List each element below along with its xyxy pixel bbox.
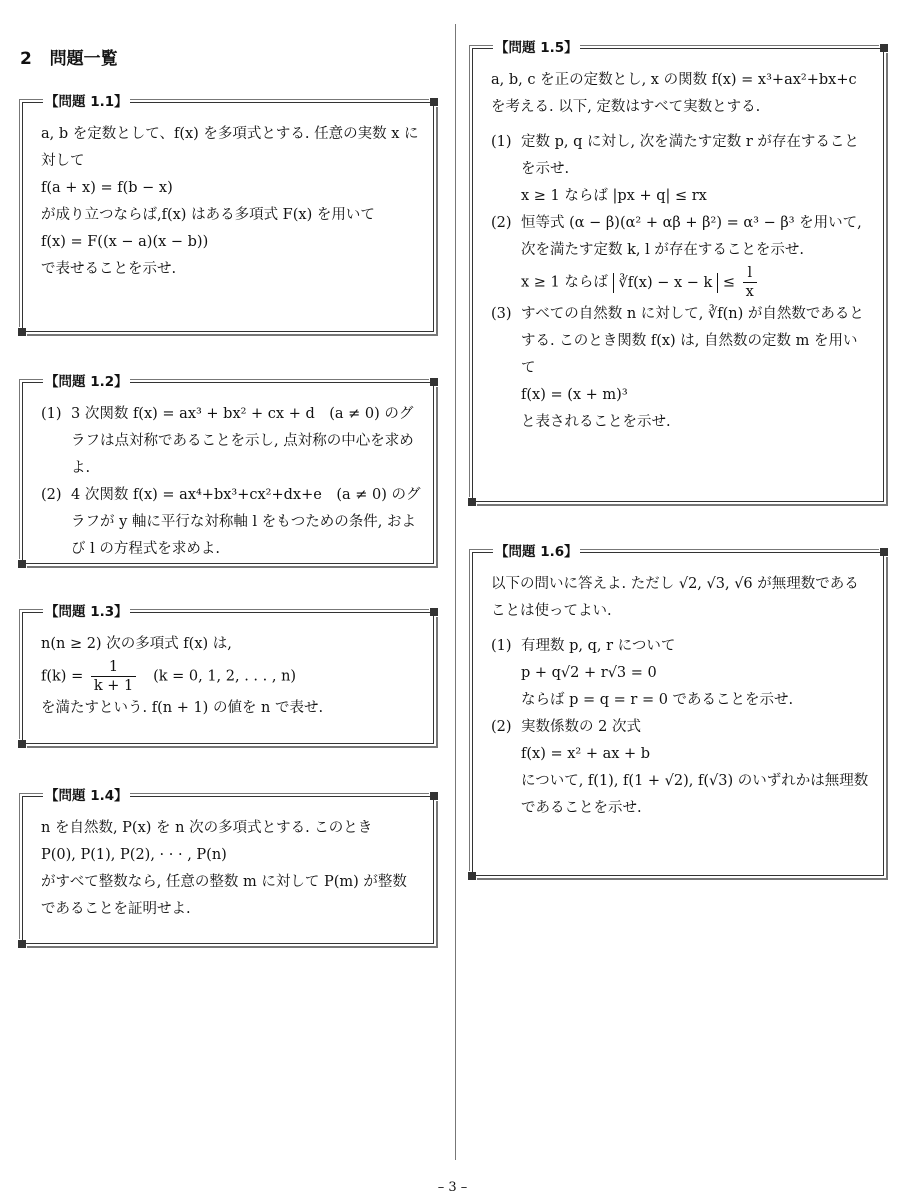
problem-1-6-box (472, 544, 884, 876)
item-number: (3) (491, 306, 512, 322)
item-text: 3 次関数 f(x) = ax³ + bx² + cx + d (a ≠ 0) のグラフは点対称であることを示し, 点対称の中心を求めよ. (71, 406, 414, 476)
fraction-numerator: l (747, 265, 753, 281)
item-text: ならば p = q = r = 0 であることを示せ. (521, 692, 794, 708)
item-number: (2) (491, 719, 512, 735)
equation: p + q√2 + r√3 = 0 (521, 665, 657, 681)
corner-mark-icon (880, 44, 888, 52)
corner-mark-icon (430, 792, 438, 800)
equation: P(0), P(1), P(2), · · · , P(n) (41, 847, 227, 863)
sub-question (491, 633, 871, 714)
equation: f(x) = F((x − a)(x − b)) (41, 234, 209, 250)
problem-text: n(n ≥ 2) 次の多項式 f(x) は, (41, 636, 232, 652)
sub-question (491, 301, 871, 436)
problem-text: a, b, c を正の定数とし, x の関数 f(x) = x³+ax²+bx+c を考える. 以下, 定数はすべて実数とする. (491, 72, 857, 115)
problem-title: 【問題 1.6】 (495, 544, 578, 560)
equation (41, 658, 421, 695)
problem-1-4-box (22, 788, 434, 944)
problem-text: で表せることを示せ. (41, 261, 177, 277)
fraction (743, 264, 757, 301)
problem-title: 【問題 1.1】 (45, 94, 128, 110)
fraction-numerator: 1 (108, 659, 119, 675)
item-text: 4 次関数 f(x) = ax⁴+bx³+cx²+dx+e (a ≠ 0) のグラフが y 軸に平行な対称軸 l をもつための条件, および l の方程式を求めよ. (71, 487, 421, 557)
item-number: (1) (491, 134, 512, 150)
problem-title: 【問題 1.3】 (45, 604, 128, 620)
equation: x ≥ 1 ならば |px + q| ≤ rx (521, 188, 707, 204)
section-title (20, 44, 118, 69)
section-number: 2 (20, 49, 32, 69)
problem-1-5-box (472, 40, 884, 502)
corner-mark-icon (468, 872, 476, 880)
item-text: と表されることを示せ. (521, 414, 671, 430)
sub-question (491, 714, 871, 822)
item-text: 定数 p, q に対し, 次を満たす定数 r が存在することを示せ. (521, 134, 859, 177)
problem-text: が成り立つならば,f(x) はある多項式 F(x) を用いて (41, 207, 375, 223)
item-text: について, f(1), f(1 + √2), f(√3) のいずれかは無理数であることを示せ. (521, 773, 869, 816)
fraction-denominator: x (743, 282, 757, 301)
corner-mark-icon (18, 560, 26, 568)
fraction-denominator: k + 1 (91, 676, 136, 695)
page-number: – 3 – (437, 1180, 468, 1195)
equation: f(x) = (x + m)³ (521, 387, 628, 403)
item-number: (2) (491, 215, 512, 231)
equation: f(x) = x² + ax + b (521, 746, 651, 762)
column-divider (455, 24, 456, 1160)
corner-mark-icon (880, 548, 888, 556)
corner-mark-icon (18, 940, 26, 948)
item-number: (1) (41, 406, 62, 422)
equation-condition: (k = 0, 1, 2, . . . , n) (153, 668, 297, 685)
problem-1-1-box (22, 94, 434, 332)
problem-title: 【問題 1.4】 (45, 788, 128, 804)
absolute-value: ∛f(x) − x − k (613, 273, 719, 293)
equation-lhs: f(k) = (41, 668, 84, 685)
problem-text: を満たすという. f(n + 1) の値を n で表せ. (41, 700, 324, 716)
problem-1-3-box (22, 604, 434, 744)
problem-text: がすべて整数なら, 任意の整数 m に対して P(m) が整数であることを証明せよ. (41, 874, 407, 917)
corner-mark-icon (18, 328, 26, 336)
item-number: (2) (41, 487, 62, 503)
equation (521, 264, 871, 301)
item-text: 有理数 p, q, r について (521, 638, 676, 654)
item-text: 恒等式 (α − β)(α² + αβ + β²) = α³ − β³ を用いて, 次を満たす定数 k, l が存在することを示せ. (521, 215, 862, 258)
sub-question (41, 401, 421, 482)
item-text: すべての自然数 n に対して, ∛f(n) が自然数であるとする. このとき関数 f(x) は, 自然数の定数 m を用いて (521, 306, 864, 376)
sub-question (491, 210, 871, 301)
corner-mark-icon (468, 498, 476, 506)
corner-mark-icon (430, 98, 438, 106)
problem-text: a, b を定数として、f(x) を多項式とする. 任意の実数 x に対して (41, 126, 419, 169)
problem-text: n を自然数, P(x) を n 次の多項式とする. このとき (41, 820, 373, 836)
sub-question (491, 129, 871, 210)
problem-1-2-box (22, 374, 434, 564)
problem-title: 【問題 1.2】 (45, 374, 128, 390)
problem-title: 【問題 1.5】 (495, 40, 578, 56)
section-heading: 問題一覧 (49, 49, 118, 69)
item-number: (1) (491, 638, 512, 654)
corner-mark-icon (18, 740, 26, 748)
fraction (91, 658, 136, 695)
equation: f(a + x) = f(b − x) (41, 180, 173, 196)
problem-text: 以下の問いに答えよ. ただし √2, √3, √6 が無理数であることは使ってよい. (491, 576, 859, 619)
inequality-sign: ≤ (722, 274, 736, 291)
corner-mark-icon (430, 608, 438, 616)
equation-condition: x ≥ 1 ならば (521, 274, 608, 291)
item-text: 実数係数の 2 次式 (521, 719, 641, 735)
corner-mark-icon (430, 378, 438, 386)
sub-question (41, 482, 421, 563)
